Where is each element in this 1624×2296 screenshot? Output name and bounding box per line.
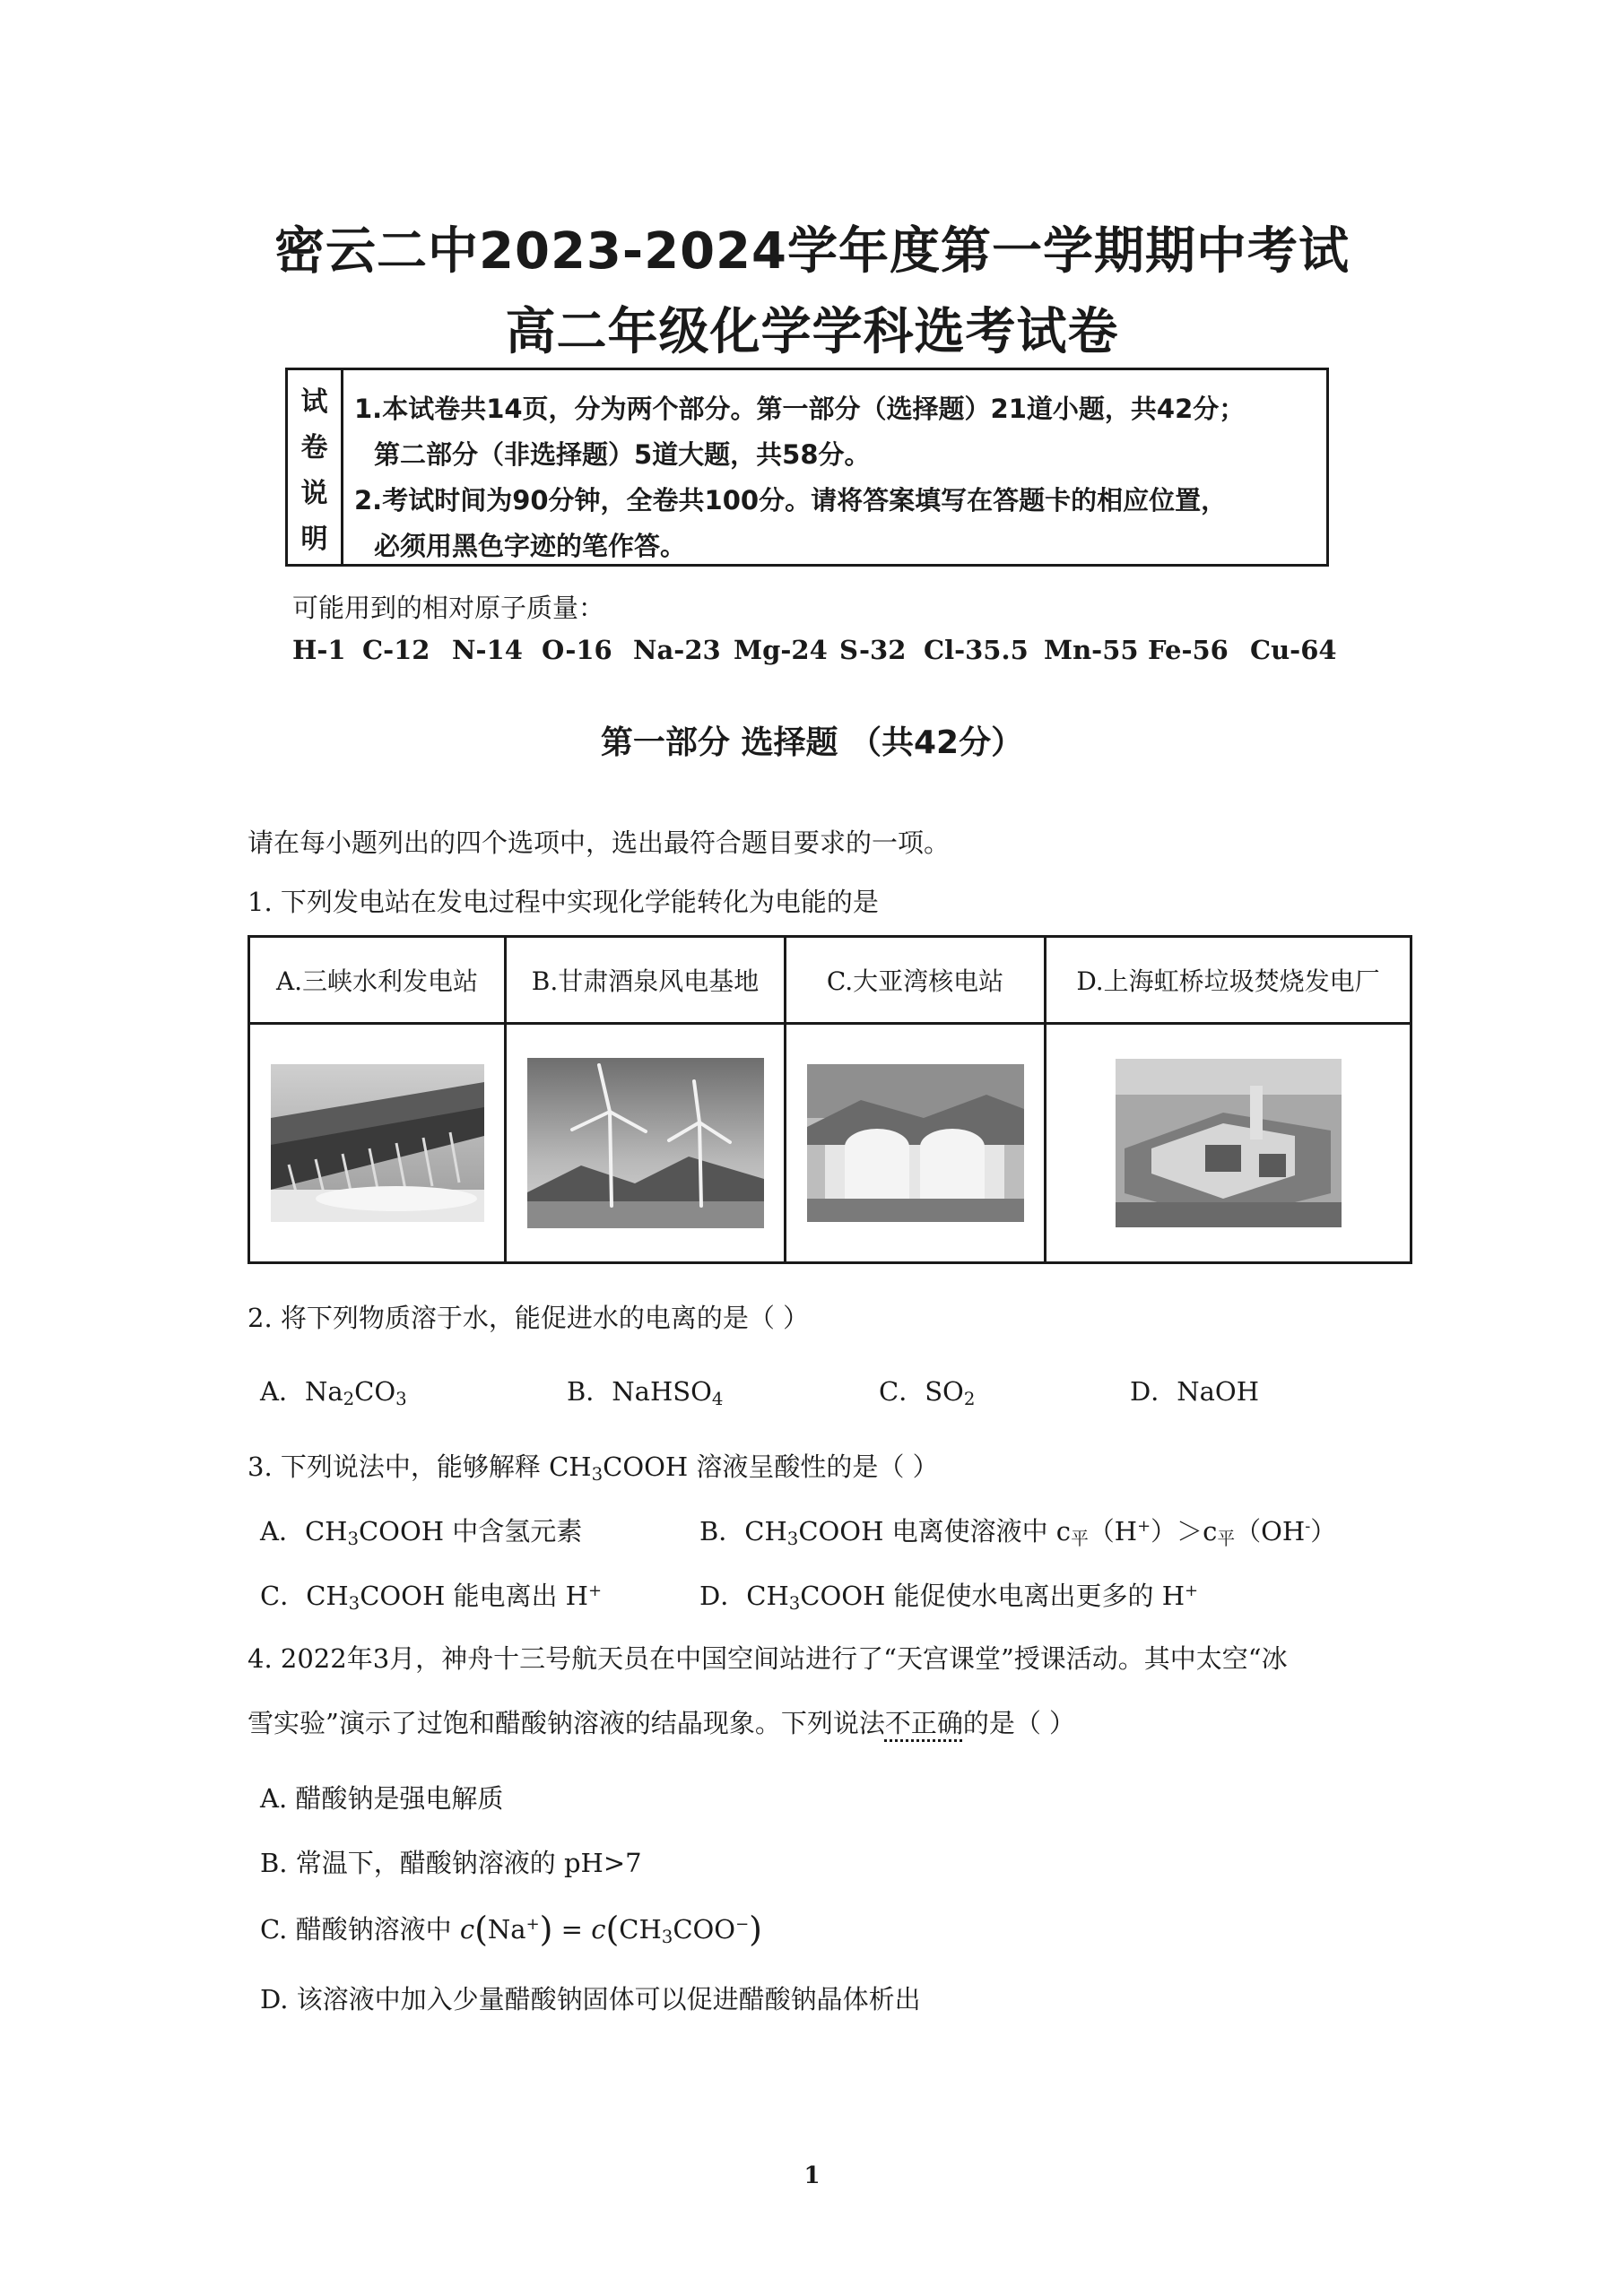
notice-side-char: 明 [300,523,328,555]
wind-turbine-photo [527,1058,764,1228]
question-1-stem: 1. 下列发电站在发电过程中实现化学能转化为电能的是 [248,887,879,917]
atomic-masses-label: 可能用到的相对原子质量： [292,593,605,623]
question-3-option-c: C．$CH_3COOH$ 能电离出 H+ [260,1581,603,1614]
atomic-mass: Na-23 [633,635,721,665]
exam-title: 密云二中2023-2024学年度第一学期期中考试 [274,222,1350,281]
dam-photo [271,1064,484,1222]
question-4-option-b: B. 常温下，醋酸钠溶液的 pH>7 [260,1848,642,1878]
question-1-table [248,935,1412,1264]
option-d-label: D.上海虹桥垃圾焚烧发电厂 [1046,937,1411,1024]
section-instruction: 请在每小题列出的四个选项中，选出最符合题目要求的一项。 [248,827,951,858]
notice-side-label [288,370,343,564]
atomic-mass: Fe-56 [1148,635,1229,665]
atomic-masses-list [292,635,1337,671]
question-4-option-d: D. 该溶液中加入少量醋酸钠固体可以促进醋酸钠晶体析出 [260,1984,921,2014]
question-2-option-c: C．$SO_2$ [879,1376,976,1409]
option-a-label: A.三峡水利发电站 [249,937,506,1024]
question-3-stem: 3. 下列说法中，能够解释 $CH_3COOH$ 溶液呈酸性的是（ ） [248,1451,939,1485]
incineration-plant-photo [1116,1059,1342,1227]
question-2-option-d: D．NaOH [1130,1376,1259,1407]
atomic-mass: C-12 [362,635,430,665]
question-3-option-d: D．$CH_3COOH$ 能促使水电离出更多的 H+ [699,1581,1199,1614]
nuclear-plant-photo [807,1064,1024,1222]
option-d-image-cell [1046,1024,1411,1263]
emphasis-text: 不正确 [884,1708,963,1738]
notice-line: 第二部分（非选择题）5道大题，共58分。 [374,439,871,470]
notice-side-char: 说 [300,477,328,509]
notice-line: 必须用黑色字迹的笔作答。 [374,531,687,561]
exam-notice-box [285,368,1329,567]
question-4-stem-line2: 雪实验”演示了过饱和醋酸钠溶液的结晶现象。下列说法不正确的是（ ） [248,1708,1076,1738]
atomic-mass: O-16 [542,635,612,665]
option-c-image-cell [786,1024,1046,1263]
question-4-stem-line1: 4. 2022年3月，神舟十三号航天员在中国空间站进行了“天宫课堂”授课活动。其中太空“冰 [248,1643,1288,1674]
notice-text [354,386,1319,569]
section-title: 第一部分 选择题 （共42分） [600,724,1024,761]
atomic-mass: Mg-24 [734,635,828,665]
question-4-option-c: C. 醋酸钠溶液中 $c(Na^+) = c(CH_3COO^-)$ [260,1910,762,1949]
atomic-mass: S-32 [839,635,907,665]
notice-side-char: 卷 [300,431,328,464]
question-2-stem: 2. 将下列物质溶于水，能促进水的电离的是（ ） [248,1303,810,1333]
question-3-option-a: A．$CH_3COOH$ 中含氢元素 [260,1516,583,1549]
exam-subtitle: 高二年级化学学科选考试卷 [505,303,1119,361]
atomic-mass: Cl-35.5 [924,635,1029,665]
atomic-mass: N-14 [452,635,523,665]
question-2-option-b: B．NaHSO$_4$ [567,1376,724,1409]
option-b-image-cell [506,1024,786,1263]
question-2-option-a: A．$Na_2CO_3$ [260,1376,407,1409]
atomic-mass: Cu-64 [1250,635,1337,665]
option-c-label: C.大亚湾核电站 [786,937,1046,1024]
atomic-mass: Mn-55 [1044,635,1139,665]
notice-side-char: 试 [300,386,328,418]
notice-line: 1.本试卷共14页，分为两个部分。第一部分（选择题）21道小题，共42分； [354,394,1246,424]
page-number: 1 [803,2162,821,2189]
atomic-mass: H-1 [292,635,346,665]
question-4-option-a: A. 醋酸钠是强电解质 [260,1783,504,1814]
question-3-option-b: B．$CH_3COOH$ 电离使溶液中 $c_平(H^+)>c_平(OH^-)$ [699,1516,1337,1549]
option-b-label: B.甘肃酒泉风电基地 [506,937,786,1024]
option-a-image-cell [249,1024,506,1263]
notice-line: 2.考试时间为90分钟，全卷共100分。请将答案填写在答题卡的相应位置， [354,485,1228,516]
